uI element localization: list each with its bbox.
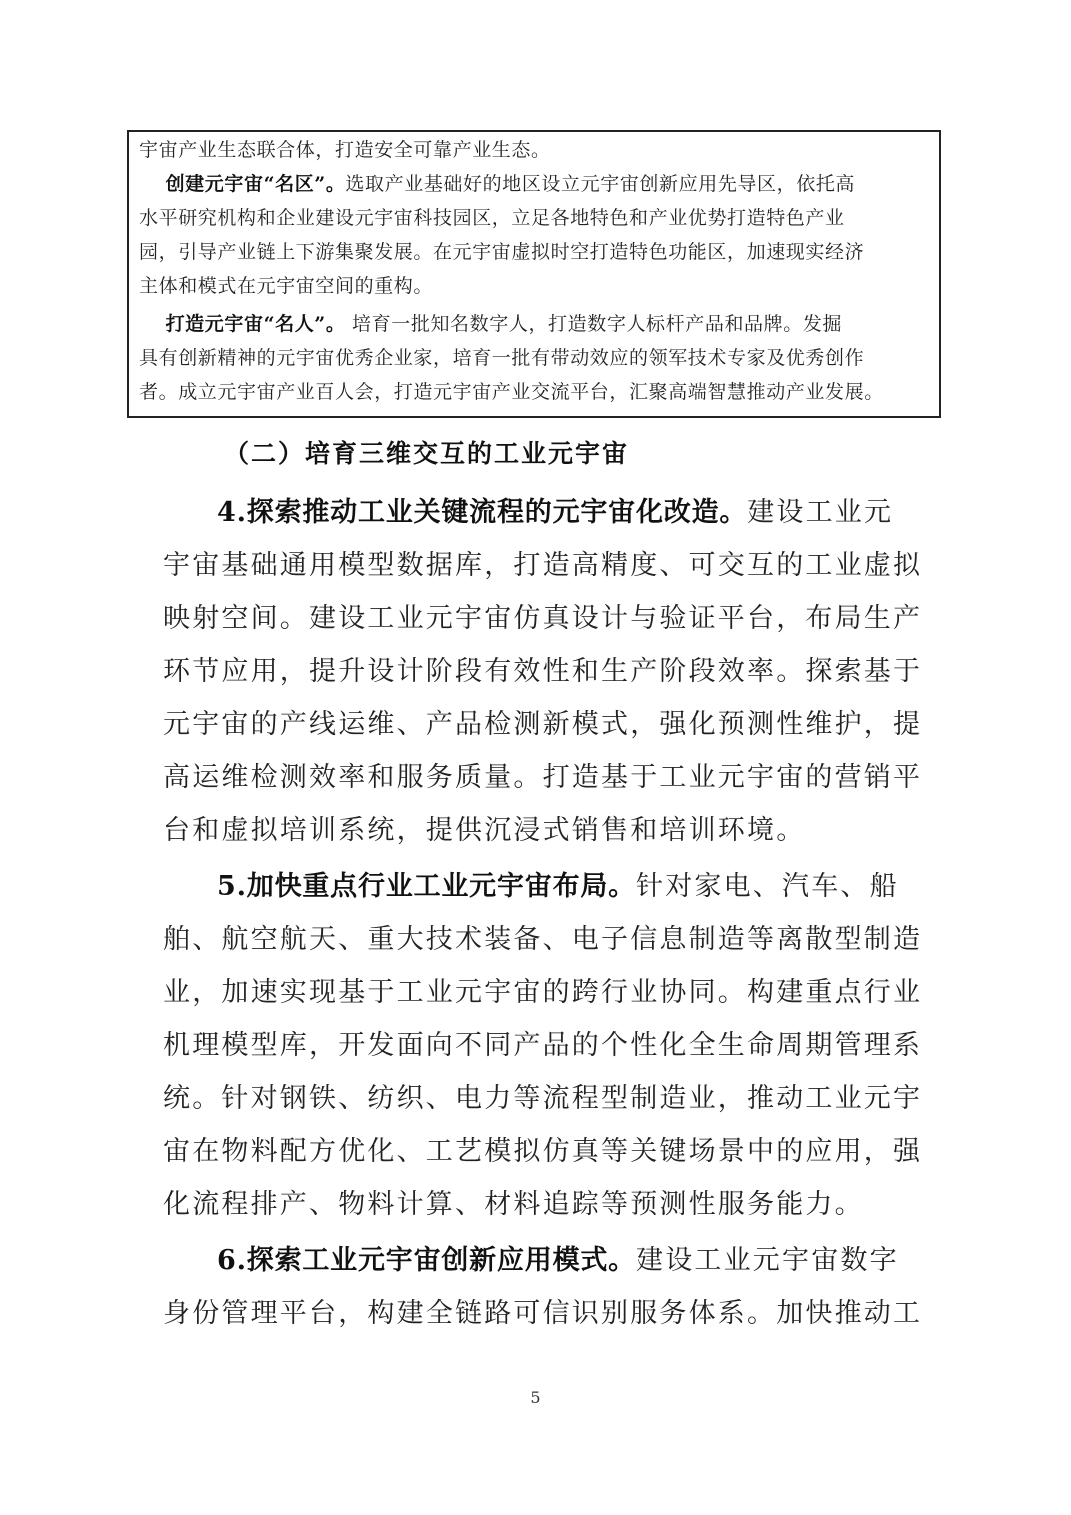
body-line: 环节应用，提升设计阶段有效性和生产阶段效率。探索基于 bbox=[163, 656, 923, 687]
note-subheading: 创建元宇宙“名区”。 bbox=[165, 173, 346, 195]
paragraph-6-heading: 6.探索工业元宇宙创新应用模式。 bbox=[217, 1245, 636, 1276]
paragraph-5-first-line: 5.加快重点行业工业元宇宙布局。针对家电、汽车、船 bbox=[217, 871, 899, 902]
body-line: 机理模型库，开发面向不同产品的个性化全生命周期管理系 bbox=[163, 1030, 923, 1061]
body-line: 台和虚拟培训系统，提供沉浸式销售和培训环境。 bbox=[163, 815, 806, 846]
body-line: 宇宙基础通用模型数据库，打造高精度、可交互的工业虚拟 bbox=[163, 550, 923, 581]
body-line: 元宇宙的产线运维、产品检测新模式，强化预测性维护，提 bbox=[163, 709, 923, 740]
body-line: 身份管理平台，构建全链路可信识别服务体系。加快推动工 bbox=[163, 1298, 923, 1329]
body-line: 化流程排产、物料计算、材料追踪等预测性服务能力。 bbox=[163, 1189, 864, 1220]
page-number: 5 bbox=[530, 1388, 541, 1407]
note-line: 水平研究机构和企业建设元宇宙科技园区，立足各地特色和产业优势打造特色产业 bbox=[139, 207, 845, 229]
paragraph-6-first-line: 6.探索工业元宇宙创新应用模式。建设工业元宇宙数字 bbox=[217, 1245, 899, 1276]
note-line: 园，引导产业链上下游集聚发展。在元宇宙虚拟时空打造特色功能区，加速现实经济 bbox=[139, 241, 865, 263]
note-line-create-district: 创建元宇宙“名区”。选取产业基础好的地区设立元宇宙创新应用先导区，依托高 bbox=[165, 173, 856, 195]
body-line: 业，加速实现基于工业元宇宙的跨行业协同。构建重点行业 bbox=[163, 977, 923, 1008]
body-line: 高运维检测效率和服务质量。打造基于工业元宇宙的营销平 bbox=[163, 762, 923, 793]
body-line: 映射空间。建设工业元宇宙仿真设计与验证平台，布局生产 bbox=[163, 603, 923, 634]
note-line-create-celebrity: 打造元宇宙“名人”。 培育一批知名数字人，打造数字人标杆产品和品牌。发掘 bbox=[165, 313, 843, 335]
note-line: 者。成立元宇宙产业百人会，打造元宇宙产业交流平台，汇聚高端智慧推动产业发展。 bbox=[139, 381, 884, 403]
body-line: 宙在物料配方优化、工艺模拟仿真等关键场景中的应用，强 bbox=[163, 1136, 923, 1167]
note-line: 宇宙产业生态联合体，打造安全可靠产业生态。 bbox=[139, 139, 551, 161]
section-heading: （二）培育三维交互的工业元宇宙 bbox=[224, 439, 630, 468]
body-line: 舶、航空航天、重大技术装备、电子信息制造等离散型制造 bbox=[163, 924, 923, 955]
note-line: 具有创新精神的元宇宙优秀企业家，培育一批有带动效应的领军技术专家及优秀创作 bbox=[139, 347, 865, 369]
note-subheading: 打造元宇宙“名人”。 bbox=[165, 313, 346, 335]
paragraph-4-heading: 4.探索推动工业关键流程的元宇宙化改造。 bbox=[217, 497, 748, 528]
paragraph-4-first-line: 4.探索推动工业关键流程的元宇宙化改造。建设工业元 bbox=[217, 497, 894, 528]
paragraph-5-heading: 5.加快重点行业工业元宇宙布局。 bbox=[217, 871, 636, 902]
boxed-note bbox=[127, 130, 941, 418]
body-line: 统。针对钢铁、纺织、电力等流程型制造业，推动工业元宇 bbox=[163, 1083, 923, 1114]
note-line: 主体和模式在元宇宙空间的重构。 bbox=[139, 275, 434, 297]
